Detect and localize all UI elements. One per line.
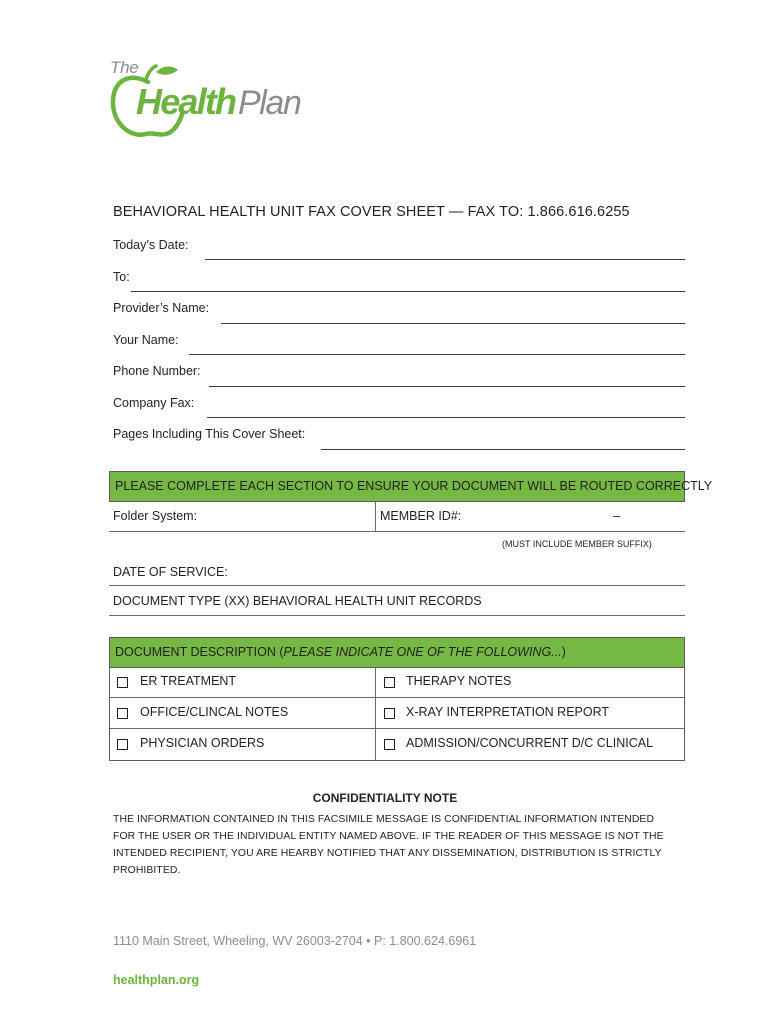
date-of-service-label: DATE OF SERVICE: [113,565,228,579]
description-options-box [109,667,685,761]
office-clinical-notes-checkbox[interactable] [117,708,128,719]
logo-health-text: Health [136,81,236,122]
description-section [109,637,685,668]
confidentiality-text [113,811,673,879]
admission-concurrent-label: ADMISSION/CONCURRENT D/C CLINICAL [406,736,654,750]
fill-line [131,291,685,292]
field-label: Your Name: [113,333,179,347]
er-treatment-checkbox[interactable] [117,677,128,688]
field-label: Company Fax: [113,396,195,410]
confidentiality-line: THE INFORMATION CONTAINED IN THIS FACSIMILE MESSAGE IS CONFIDENTIAL INFORMATION INTENDED [113,814,655,825]
page-title: BEHAVIORAL HEALTH UNIT FAX COVER SHEET — FAX TO: 1.866.616.6255 [113,204,630,220]
confidentiality-line: INTENDED RECIPIENT, YOU ARE HEARBY NOTIFIED THAT ANY DISSEMINATION, DISTRIBUTION IS STRICTLY [113,848,662,859]
providers-name-field[interactable] [113,301,685,323]
description-header-end: ) [561,645,566,659]
member-id-dash: – [613,509,620,523]
physician-orders-checkbox[interactable] [117,739,128,750]
field-label: To: [113,270,130,284]
phone-number-field[interactable] [113,364,685,386]
xray-report-checkbox[interactable] [384,708,395,719]
health-plan-logo [108,58,308,142]
routing-section [109,471,713,502]
field-label: Pages Including This Cover Sheet: [113,427,306,441]
fill-line [109,615,685,616]
pages-count-field[interactable] [113,427,685,449]
divider [110,697,684,698]
to-field[interactable] [113,270,685,292]
description-header-italic: PLEASE INDICATE ONE OF THE FOLLOWING... [283,645,562,659]
divider [375,502,376,532]
document-type-label: DOCUMENT TYPE (XX) BEHAVIORAL HEALTH UNIT RECORDS [113,594,482,608]
fill-line [221,323,685,324]
your-name-field[interactable] [113,333,685,355]
member-suffix-note: (MUST INCLUDE MEMBER SUFFIX) [502,539,652,549]
divider [375,667,376,760]
fill-line [109,531,685,532]
confidentiality-line: PROHIBITED. [113,865,181,876]
field-label: Provider’s Name: [113,301,210,315]
field-label: Phone Number: [113,364,201,378]
xray-report-label: X-RAY INTERPRETATION REPORT [406,705,610,719]
logo-plan-text: Plan [238,84,301,122]
routing-header: PLEASE COMPLETE EACH SECTION TO ENSURE YOUR DOCUMENT WILL BE ROUTED CORRECTLY [109,471,685,502]
physician-orders-label: PHYSICIAN ORDERS [140,736,265,750]
member-id-label: MEMBER ID#: [380,509,462,523]
fill-line [321,449,685,450]
logo-the-text: The [110,58,139,77]
folder-system-label: Folder System: [113,509,198,523]
description-header-main: DOCUMENT DESCRIPTION ( [115,645,284,659]
footer-address: 1110 Main Street, Wheeling, WV 26003-2704 • P: 1.800.624.6961 [113,934,477,948]
fill-line [207,417,685,418]
fill-line [189,354,685,355]
fill-line [209,386,685,387]
office-clinical-notes-label: OFFICE/CLINCAL NOTES [140,705,289,719]
divider [110,728,684,729]
todays-date-field[interactable] [113,238,685,260]
description-header [109,637,685,668]
confidentiality-line: FOR THE USER OR THE INDIVIDUAL ENTITY NAMED ABOVE. IF THE READER OF THIS MESSAGE IS NOT THE [113,831,664,842]
fill-line [109,585,685,586]
company-fax-field[interactable] [113,396,685,418]
er-treatment-label: ER TREATMENT [140,674,237,688]
footer-website-link[interactable]: healthplan.org [113,973,200,987]
therapy-notes-label: THERAPY NOTES [406,674,512,688]
confidentiality-title: CONFIDENTIALITY NOTE [312,791,458,805]
therapy-notes-checkbox[interactable] [384,677,395,688]
admission-concurrent-checkbox[interactable] [384,739,395,750]
fill-line [205,259,685,260]
field-label: Today’s Date: [113,238,189,252]
